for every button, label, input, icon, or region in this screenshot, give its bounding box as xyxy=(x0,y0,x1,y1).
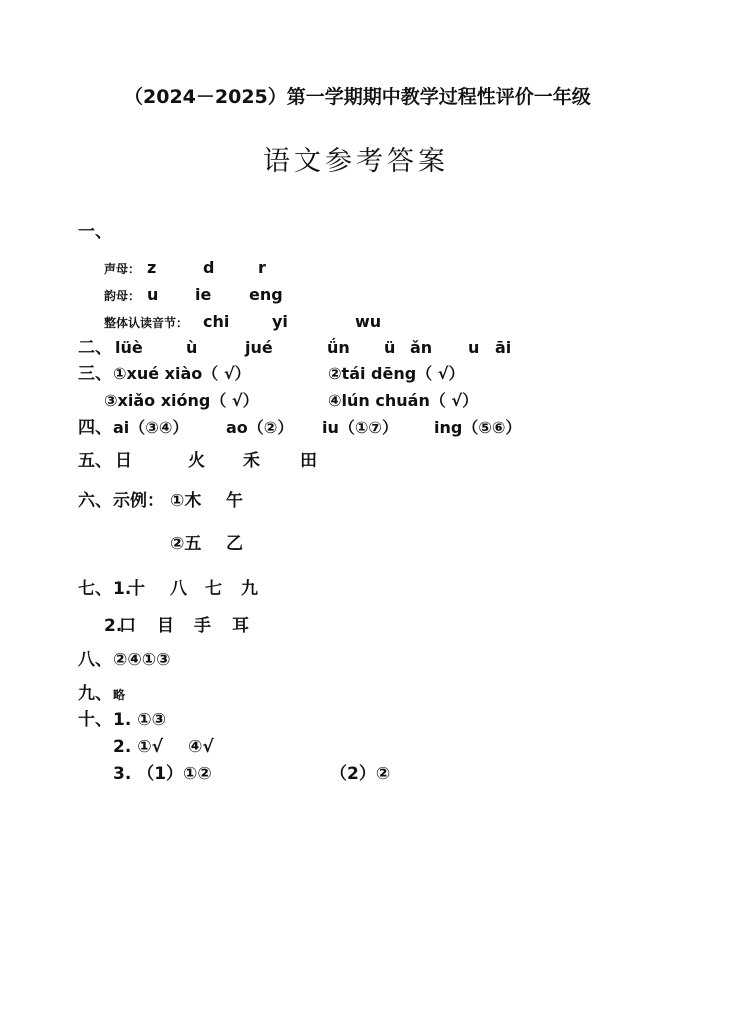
q10-answer: ④√ xyxy=(188,737,214,757)
q4-answer: ao（②） xyxy=(226,418,294,437)
q4-answer: iu（①⑦） xyxy=(322,418,398,437)
q1-initial: d xyxy=(203,258,215,277)
q6-answer: ①木 xyxy=(170,491,202,511)
q5-answer: 火 xyxy=(188,451,205,471)
q4-answer: ing（⑤⑥） xyxy=(434,418,522,437)
q7-number: 七、 xyxy=(78,579,112,599)
q3-answer: ②tái dēng（ √） xyxy=(328,364,465,383)
q1-finals-label: 韵母： xyxy=(104,289,141,303)
q1-initial: z xyxy=(147,258,157,277)
q2-answer: āi xyxy=(495,338,512,357)
q10-answer: 3. （1）①② xyxy=(113,764,212,784)
q2-answer: ǎn xyxy=(410,338,433,357)
q5-answer: 田 xyxy=(300,451,317,471)
q2-answer: lüè xyxy=(115,338,143,357)
q2-answer: ù xyxy=(186,338,198,357)
q10-answer: （2）② xyxy=(330,764,391,784)
q2-answer: ǘn xyxy=(327,338,350,357)
q1-whole-syllable: wu xyxy=(355,312,382,331)
q7-answer: 耳 xyxy=(232,616,249,636)
q3-answer: ③xiǎo xióng（ √） xyxy=(104,391,259,410)
q1-final: ie xyxy=(195,285,212,304)
q6-example-label: 示例： xyxy=(113,491,164,511)
q2-answer: u xyxy=(468,338,480,357)
q1-number: 一、 xyxy=(78,222,112,242)
q1-initials-label: 声母： xyxy=(104,262,141,276)
q1-final: eng xyxy=(249,285,283,304)
q5-answer: 日 xyxy=(115,451,132,471)
q5-number: 五、 xyxy=(78,451,112,471)
q6-number: 六、 xyxy=(78,491,112,511)
answer-key-title: 语文参考答案 xyxy=(263,146,449,177)
q8-number: 八、 xyxy=(78,650,112,670)
q7-part2-label: 2. xyxy=(104,616,123,636)
q9-number: 九、 xyxy=(78,684,112,704)
q3-answer: ④lún chuán（ √） xyxy=(328,391,479,410)
q3-number: 三、 xyxy=(78,364,112,384)
q1-whole-syllable-label: 整体认读音节： xyxy=(104,316,189,330)
q4-answer: ai（③④） xyxy=(113,418,189,437)
q7-answer: 九 xyxy=(241,579,258,599)
q7-answer: 手 xyxy=(194,616,211,636)
q6-answer: ②五 xyxy=(170,534,202,554)
exam-title: （2024－2025）第一学期期中教学过程性评价一年级 xyxy=(124,86,591,108)
q7-answer: 目 xyxy=(157,616,174,636)
q7-answer: 口 xyxy=(119,616,136,636)
q2-answer: jué xyxy=(245,338,273,357)
q3-answer: ①xué xiào（ √） xyxy=(113,364,251,383)
q10-answer: 1. ①③ xyxy=(113,710,166,730)
q7-answer: 七 xyxy=(205,579,222,599)
q10-number: 十、 xyxy=(78,710,112,730)
q7-part1-label: 1. xyxy=(113,579,132,599)
q1-initial: r xyxy=(258,258,266,277)
q9-answer: 略 xyxy=(113,688,126,702)
q10-answer: 2. ①√ xyxy=(113,737,163,757)
q1-final: u xyxy=(147,285,159,304)
q6-answer: 乙 xyxy=(226,534,243,554)
q2-answer: ü xyxy=(384,338,396,357)
q7-answer: 八 xyxy=(170,579,187,599)
q8-answer: ②④①③ xyxy=(113,650,171,670)
q4-number: 四、 xyxy=(78,418,112,438)
q6-answer: 午 xyxy=(226,491,243,511)
q1-whole-syllable: chi xyxy=(203,312,230,331)
q7-answer: 十 xyxy=(128,579,145,599)
q5-answer: 禾 xyxy=(243,451,260,471)
q2-number: 二、 xyxy=(78,338,112,358)
q1-whole-syllable: yi xyxy=(272,312,288,331)
